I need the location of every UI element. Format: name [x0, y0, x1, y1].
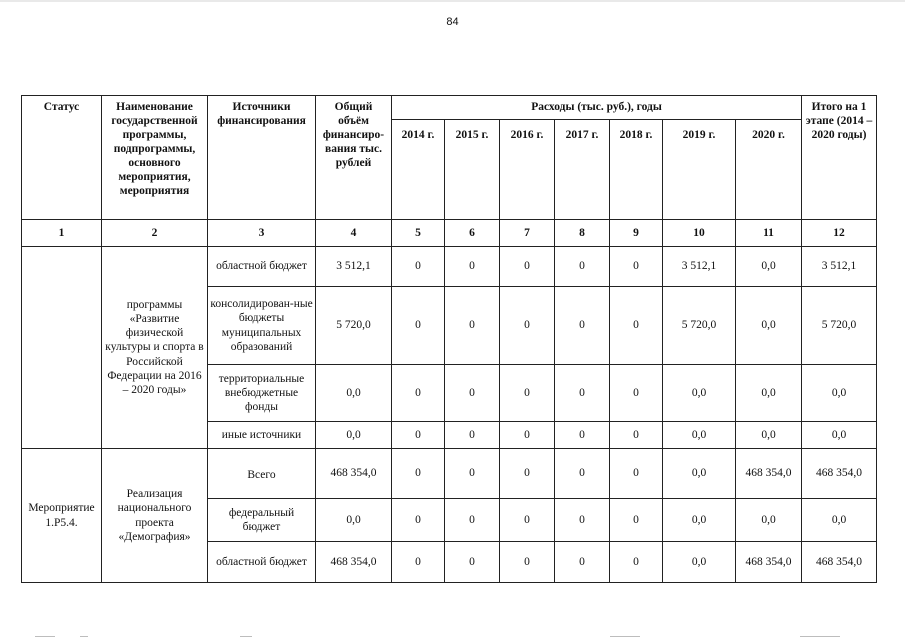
value-cell: 0 — [392, 247, 445, 287]
header-stage-total: Итого на 1 этапе (2014 – 2020 годы) — [802, 96, 877, 220]
value-cell: 0,0 — [316, 365, 392, 422]
value-cell: 0,0 — [663, 499, 736, 542]
value-cell: 3 512,1 — [316, 247, 392, 287]
value-cell: 0 — [392, 499, 445, 542]
value-cell: 468 354,0 — [802, 542, 877, 583]
value-cell: 5 720,0 — [316, 287, 392, 365]
value-cell: 0 — [445, 422, 500, 449]
value-cell: 0 — [555, 542, 610, 583]
source-cell: территориальные внебюджетные фонды — [208, 365, 316, 422]
value-cell: 0,0 — [736, 247, 802, 287]
value-cell: 0,0 — [802, 422, 877, 449]
value-cell: 0 — [555, 287, 610, 365]
value-cell: 0,0 — [663, 542, 736, 583]
header-year: 2020 г. — [736, 120, 802, 220]
header-status: Статус — [22, 96, 102, 220]
value-cell: 0,0 — [736, 422, 802, 449]
source-cell: областной бюджет — [208, 542, 316, 583]
value-cell: 0 — [500, 247, 555, 287]
value-cell: 468 354,0 — [736, 542, 802, 583]
value-cell: 0 — [555, 499, 610, 542]
header-name: Наименование государственной программы, подпрограммы, основного мероприятия, мероприятия — [102, 96, 208, 220]
column-number: 2 — [102, 220, 208, 247]
header-year: 2016 г. — [500, 120, 555, 220]
value-cell: 0,0 — [316, 422, 392, 449]
value-cell: 0 — [500, 287, 555, 365]
program-name-cell: программы «Развитие физической культуры и спорта в Российской Федерации на 2016 – 2020 годы» — [102, 247, 208, 449]
header-expenses-group: Расходы (тыс. руб.), годы — [392, 96, 802, 120]
value-cell: 0 — [500, 542, 555, 583]
value-cell: 0,0 — [316, 499, 392, 542]
value-cell: 3 512,1 — [663, 247, 736, 287]
value-cell: 0,0 — [663, 365, 736, 422]
value-cell: 0 — [555, 422, 610, 449]
scan-mark — [80, 636, 88, 637]
value-cell: 0 — [610, 365, 663, 422]
source-cell: иные источники — [208, 422, 316, 449]
page-number: 84 — [446, 16, 459, 28]
value-cell: 468 354,0 — [736, 449, 802, 499]
status-cell — [22, 247, 102, 449]
value-cell: 0,0 — [736, 499, 802, 542]
scan-mark — [610, 636, 640, 637]
header-year: 2019 г. — [663, 120, 736, 220]
table-row — [22, 449, 877, 499]
financing-table — [21, 95, 877, 583]
header-year: 2014 г. — [392, 120, 445, 220]
value-cell: 0 — [445, 365, 500, 422]
value-cell: 468 354,0 — [316, 542, 392, 583]
value-cell: 5 720,0 — [802, 287, 877, 365]
scan-mark — [35, 636, 55, 637]
value-cell: 0 — [555, 365, 610, 422]
value-cell: 0 — [500, 499, 555, 542]
value-cell: 0 — [500, 365, 555, 422]
value-cell: 0 — [610, 542, 663, 583]
value-cell: 0 — [392, 365, 445, 422]
value-cell: 3 512,1 — [802, 247, 877, 287]
value-cell: 0 — [445, 499, 500, 542]
source-cell: консолидирован-ные бюджеты муниципальных образований — [208, 287, 316, 365]
value-cell: 0,0 — [663, 449, 736, 499]
value-cell: 0 — [392, 449, 445, 499]
value-cell: 0 — [445, 247, 500, 287]
column-number: 8 — [555, 220, 610, 247]
value-cell: 0 — [392, 542, 445, 583]
column-number-row — [22, 220, 877, 247]
header-year: 2018 г. — [610, 120, 663, 220]
header-year: 2017 г. — [555, 120, 610, 220]
value-cell: 0 — [610, 449, 663, 499]
scan-mark — [800, 636, 840, 637]
column-number: 11 — [736, 220, 802, 247]
value-cell: 0 — [500, 422, 555, 449]
column-number: 7 — [500, 220, 555, 247]
column-number: 6 — [445, 220, 500, 247]
table-row — [22, 247, 877, 287]
scan-mark — [240, 636, 252, 637]
value-cell: 468 354,0 — [316, 449, 392, 499]
value-cell: 0 — [445, 287, 500, 365]
value-cell: 0 — [445, 449, 500, 499]
column-number: 3 — [208, 220, 316, 247]
value-cell: 0 — [500, 449, 555, 499]
value-cell: 0 — [555, 247, 610, 287]
value-cell: 468 354,0 — [802, 449, 877, 499]
source-cell: областной бюджет — [208, 247, 316, 287]
column-number: 4 — [316, 220, 392, 247]
source-cell: Всего — [208, 449, 316, 499]
value-cell: 0,0 — [802, 499, 877, 542]
source-cell: федеральный бюджет — [208, 499, 316, 542]
value-cell: 0,0 — [736, 365, 802, 422]
value-cell: 0 — [610, 499, 663, 542]
column-number: 9 — [610, 220, 663, 247]
value-cell: 0 — [610, 247, 663, 287]
value-cell: 0,0 — [736, 287, 802, 365]
scan-artifacts — [0, 636, 905, 638]
column-number: 1 — [22, 220, 102, 247]
header-total-volume: Общий объём финансиро-вания тыс. рублей — [316, 96, 392, 220]
value-cell: 0 — [392, 422, 445, 449]
value-cell: 0 — [392, 287, 445, 365]
header-row-1 — [22, 96, 877, 120]
header-source: Источники финансирования — [208, 96, 316, 220]
value-cell: 5 720,0 — [663, 287, 736, 365]
column-number: 10 — [663, 220, 736, 247]
header-year: 2015 г. — [445, 120, 500, 220]
scan-edge — [0, 0, 905, 2]
value-cell: 0 — [610, 287, 663, 365]
value-cell: 0,0 — [663, 422, 736, 449]
column-number: 12 — [802, 220, 877, 247]
column-number: 5 — [392, 220, 445, 247]
value-cell: 0 — [610, 422, 663, 449]
status-cell: Мероприятие 1.P5.4. — [22, 449, 102, 583]
value-cell: 0 — [445, 542, 500, 583]
value-cell: 0,0 — [802, 365, 877, 422]
program-name-cell: Реализация национального проекта «Демография» — [102, 449, 208, 583]
value-cell: 0 — [555, 449, 610, 499]
